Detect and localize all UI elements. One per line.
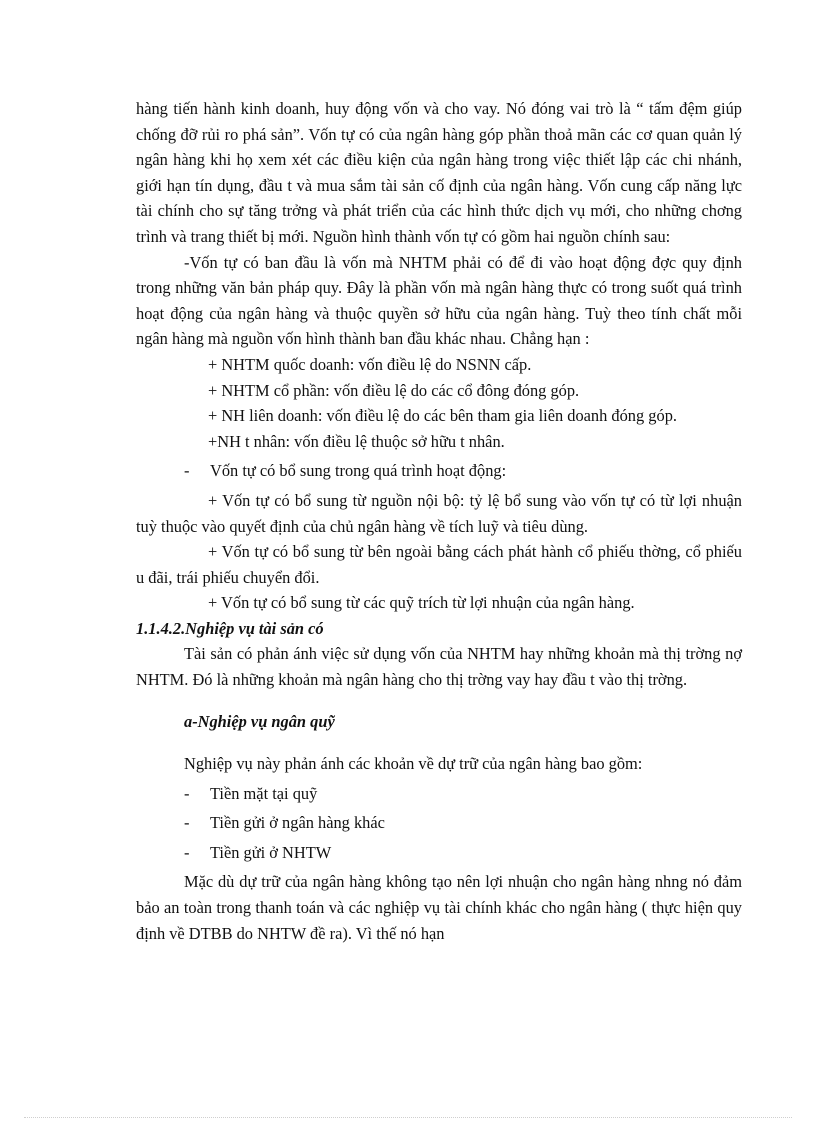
item-internal-source: + Vốn tự có bổ sung từ nguồn nội bộ: tỷ lệ bổ sung vào vốn tự có từ lợi nhuận tuỳ thuộc vào quyết định của chủ ngân hàng về tích luỹ và tiêu dùng. — [136, 490, 742, 536]
bullet-supplementary-capital — [184, 458, 742, 484]
bullet-other-banks — [184, 810, 742, 836]
paragraph-assets: Tài sản có phản ánh việc sử dụng vốn của NHTM hay những khoản mà thị trờng nợ NHTM. Đó là những khoản mà ngân hàng cho thị trờng vay hay đầu t vào thị trờng. — [136, 644, 742, 690]
bullet-text: Tiền gửi ở NHTW — [210, 842, 332, 862]
item-fund-source: + Vốn tự có bổ sung từ các quỹ trích từ lợi nhuận của ngân hàng. — [208, 593, 635, 613]
bullet-mark: - — [184, 461, 190, 481]
item-external-source: + Vốn tự có bổ sung từ bên ngoài bằng cách phát hành cổ phiếu thờng, cổ phiếu u đãi, trái phiếu chuyển đổi. — [136, 542, 742, 587]
paragraph-intro: hàng tiến hành kinh doanh, huy động vốn và cho vay. Nó đóng vai trò là “ tấm đệm giúp chống đỡ rủi ro phá sản”. Vốn tự có của ngân hàng góp phần thoả mãn các cơ quan quản lý ngân hàng khi họ xem xét các điều kiện của ngân hàng trong việc thiết lập các chi nhánh, giới hạn tín dụng, đầu t và mua sắm tài sản cố định của ngân hàng. Vốn cung cấp năng lực tài chính cho sự tăng trởng và phát triển của các hình thức dịch vụ mới, cho những chơng trình và trang thiết bị mới. Nguồn hình thành vốn tự có gồm hai nguồn chính sau: — [136, 99, 742, 246]
item-private-bank: +NH t nhân: vốn điều lệ thuộc sở hữu t nhân. — [208, 431, 505, 451]
bullet-mark: - — [184, 813, 190, 833]
bullet-text: Tiền mặt tại quỹ — [210, 783, 318, 803]
subsection-heading-treasury: a-Nghiệp vụ ngân quỹ — [184, 712, 335, 732]
document-page — [136, 96, 742, 946]
item-joint-venture-bank: + NH liên doanh: vốn điều lệ do các bên tham gia liên doanh đóng góp. — [208, 406, 677, 426]
bullet-text: Vốn tự có bổ sung trong quá trình hoạt động: — [210, 461, 507, 481]
paragraph-reserves: Mặc dù dự trữ của ngân hàng không tạo nên lợi nhuận cho ngân hàng nhng nó đảm bảo an toàn trong thanh toán và các nghiệp vụ tài chính khác cho ngân hàng ( thực hiện quy định về DTBB do NHTW đề ra). Vì thế nó hạn — [136, 872, 742, 943]
page-bottom-divider — [24, 1117, 792, 1118]
paragraph-initial-capital: -Vốn tự có ban đầu là vốn mà NHTM phải có để đi vào hoạt động đợc quy định trong những văn bản pháp quy. Đây là phần vốn mà ngân hàng thực có trong suốt quá trình hoạt động của ngân hàng và thuộc quyền sở hữu của ngân hàng. Tuỳ theo tính chất mỗi ngân hàng mà nguồn vốn hình thành ban đầu khác nhau. Chẳng hạn : — [136, 252, 742, 349]
item-state-bank: + NHTM quốc doanh: vốn điều lệ do NSNN cấp. — [208, 354, 532, 374]
paragraph-treasury: Nghiệp vụ này phản ánh các khoản về dự trữ của ngân hàng bao gồm: — [184, 754, 643, 774]
bullet-mark: - — [184, 783, 190, 803]
section-heading-assets: 1.1.4.2.Nghiệp vụ tài sản có — [136, 618, 324, 638]
bullet-central-bank — [184, 840, 742, 866]
item-joint-stock-bank: + NHTM cổ phần: vốn điều lệ do các cổ đông đóng góp. — [208, 380, 580, 400]
bullet-mark: - — [184, 842, 190, 862]
bullet-cash — [184, 781, 742, 807]
bullet-text: Tiền gửi ở ngân hàng khác — [210, 813, 385, 833]
